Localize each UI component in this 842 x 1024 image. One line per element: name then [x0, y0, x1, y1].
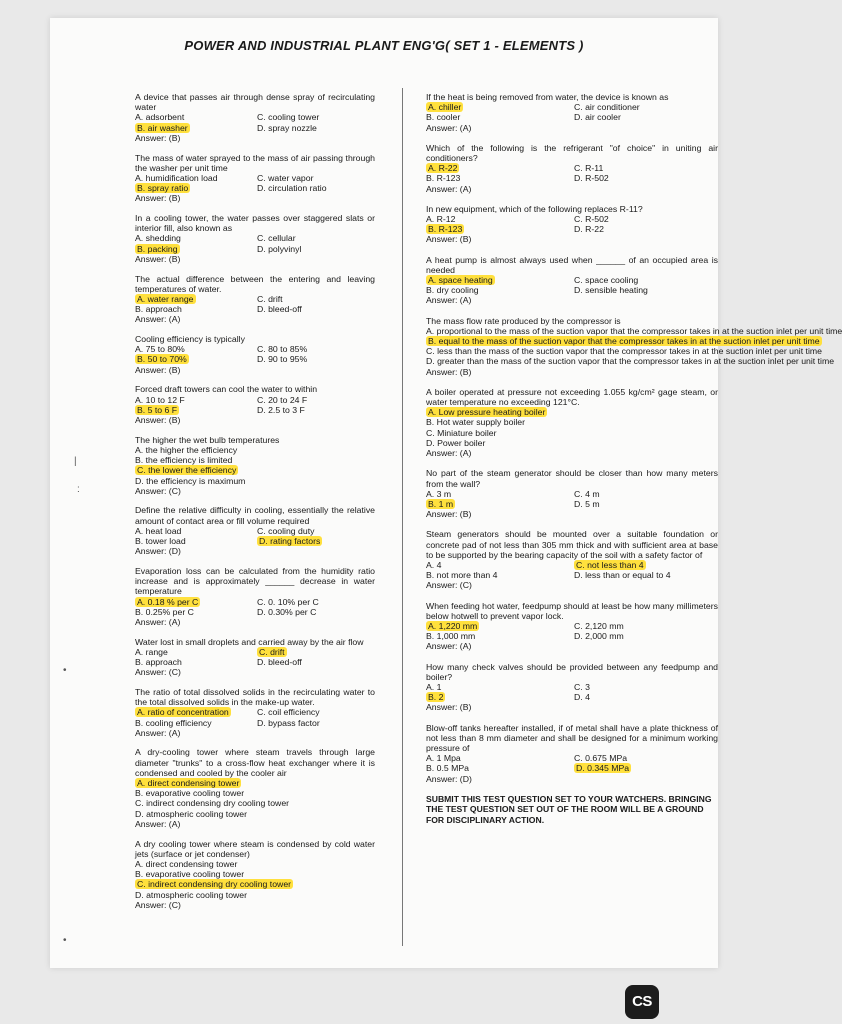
answer-option — [426, 570, 570, 580]
question-item — [135, 637, 375, 678]
answer-option — [426, 336, 842, 346]
highlighted-answer: D. rating factors — [259, 536, 321, 547]
option-text: D. polyvinyl — [257, 243, 302, 254]
answer-option — [135, 647, 253, 657]
answer-option — [135, 526, 253, 536]
option-text: C. space cooling — [574, 275, 639, 286]
option-text: A. R-12 — [426, 214, 456, 225]
option-text: A. range — [135, 646, 168, 657]
option-text: C. 0. 10% per C — [257, 596, 319, 607]
answer-options — [135, 445, 375, 486]
option-text: A. 75 to 80% — [135, 344, 185, 355]
question-stem: The higher the wet bulb temperatures — [135, 434, 280, 445]
scan-mark: • — [63, 665, 67, 676]
answer-option — [426, 275, 570, 285]
option-text: B. R-123 — [426, 173, 461, 184]
answer-option — [135, 445, 375, 455]
answer-option — [426, 631, 570, 641]
option-text: A. 3 m — [426, 488, 452, 499]
answer-option — [574, 560, 718, 570]
answer-option — [135, 476, 375, 486]
question-item — [135, 274, 375, 325]
answer-option — [135, 395, 253, 405]
option-text: D. 90 to 95% — [257, 354, 308, 365]
answer-option — [135, 244, 253, 254]
question-stem: In new equipment, which of the following replaces R-11? — [426, 203, 643, 214]
highlighted-answer: C. drift — [259, 646, 285, 657]
option-text: C. drift — [257, 293, 283, 304]
highlighted-answer: A. 0.18 % per C — [137, 596, 199, 607]
answer-option — [426, 499, 570, 509]
question-stem: Water lost in small droplets and carried away by the air flow — [135, 636, 364, 647]
option-text: D. 4 — [574, 692, 590, 703]
question-item — [426, 601, 718, 652]
question-stem: In a cooling tower, the water passes over staggered slats or interior fill, also known as — [135, 213, 375, 234]
answer-option — [426, 489, 570, 499]
answer-key: Answer: (D) — [135, 546, 181, 557]
answer-option — [426, 102, 570, 112]
answer-option — [257, 647, 375, 657]
option-text: B. cooling efficiency — [135, 717, 212, 728]
answer-option — [135, 798, 375, 808]
right-column — [426, 92, 842, 825]
answer-option — [135, 465, 375, 475]
answer-option — [574, 682, 718, 692]
question-stem: Cooling efficiency is typically — [135, 334, 245, 345]
answer-option — [574, 692, 718, 702]
answer-key: Answer: (A) — [426, 183, 472, 194]
highlighted-answer: B. packing — [137, 243, 178, 254]
answer-key: Answer: (B) — [135, 132, 181, 143]
question-item — [135, 384, 375, 425]
answer-key: Answer: (B) — [135, 414, 181, 425]
option-text: A. 10 to 12 F — [135, 394, 185, 405]
answer-key: Answer: (A) — [426, 641, 472, 652]
answer-option — [574, 489, 718, 499]
question-item — [135, 687, 375, 738]
answer-options — [426, 214, 718, 234]
highlighted-answer: B. 2 — [428, 692, 444, 703]
answer-options — [135, 395, 375, 415]
option-text: B. evaporative cooling tower — [135, 869, 245, 880]
answer-option — [257, 405, 375, 415]
answer-option — [574, 753, 718, 763]
answer-option — [135, 879, 375, 889]
answer-option — [426, 621, 570, 631]
option-text: D. greater than the mass of the suction vapor that the compressor takes in at the suction inlet per unit time — [426, 356, 835, 367]
answer-option — [574, 285, 718, 295]
option-text: C. R-11 — [574, 163, 604, 174]
answer-option — [257, 607, 375, 617]
option-text: D. the efficiency is maximum — [135, 475, 246, 486]
answer-option — [257, 112, 375, 122]
answer-option — [574, 275, 718, 285]
option-text: C. 20 to 24 F — [257, 394, 308, 405]
answer-option — [257, 173, 375, 183]
answer-option — [135, 536, 253, 546]
question-stem: How many check valves should be provided between any feedpump and boiler? — [426, 661, 718, 682]
highlighted-answer: B. air washer — [137, 122, 188, 133]
option-text: B. Hot water supply boiler — [426, 417, 525, 428]
option-text: D. 2.5 to 3 F — [257, 404, 305, 415]
option-text: C. coil efficiency — [257, 707, 320, 718]
answer-key: Answer: (A) — [135, 616, 181, 627]
question-stem: The actual difference between the entering and leaving temperatures of water. — [135, 273, 375, 294]
option-text: D. 5 m — [574, 498, 600, 509]
option-text: A. proportional to the mass of the suction vapor that the compressor takes in at the suction inlet per unit time — [426, 325, 842, 336]
option-text: A. humidification load — [135, 172, 218, 183]
answer-option — [135, 597, 253, 607]
option-text: B. dry cooling — [426, 285, 479, 296]
question-item — [426, 387, 718, 458]
option-text: B. evaporative cooling tower — [135, 788, 245, 799]
option-text: D. 2,000 mm — [574, 631, 624, 642]
question-stem: A heat pump is almost always used when ______ of an occupied area is needed — [426, 254, 718, 275]
answer-option — [135, 304, 253, 314]
option-text: D. atmospheric cooling tower — [135, 808, 248, 819]
scan-mark: : — [77, 484, 80, 495]
answer-key: Answer: (B) — [426, 509, 472, 520]
answer-option — [135, 788, 375, 798]
option-text: B. the efficiency is limited — [135, 455, 233, 466]
question-item — [135, 505, 375, 556]
highlighted-answer: C. indirect condensing dry cooling tower — [137, 879, 292, 890]
column-divider — [402, 88, 403, 946]
option-text: D. bleed-off — [257, 657, 302, 668]
option-text: D. R-502 — [574, 173, 609, 184]
answer-option — [574, 163, 718, 173]
answer-option — [257, 526, 375, 536]
scan-mark: | — [74, 456, 77, 467]
option-text: D. Power boiler — [426, 437, 486, 448]
option-text: A. heat load — [135, 525, 182, 536]
answer-options — [426, 325, 842, 367]
highlighted-answer: A. ratio of concentration — [137, 707, 229, 718]
question-stem: The mass flow rate produced by the compressor is — [426, 315, 621, 326]
answer-option — [257, 244, 375, 254]
question-stem: Forced draft towers can cool the water to within — [135, 384, 318, 395]
answer-option — [257, 395, 375, 405]
highlighted-answer: A. R-22 — [428, 163, 458, 174]
option-text: B. approach — [135, 304, 182, 315]
answer-key: Answer: (D) — [426, 773, 472, 784]
answer-option — [135, 455, 375, 465]
answer-option — [426, 346, 842, 356]
answer-key: Answer: (B) — [426, 702, 472, 713]
answer-key: Answer: (C) — [135, 899, 181, 910]
answer-option — [426, 692, 570, 702]
answer-key: Answer: (A) — [426, 448, 472, 459]
answer-key: Answer: (A) — [135, 314, 181, 325]
answer-key: Answer: (C) — [426, 580, 472, 591]
option-text: A. 1 — [426, 681, 442, 692]
left-column — [135, 92, 375, 920]
answer-option — [135, 123, 253, 133]
option-text: A. shedding — [135, 233, 181, 244]
exam-page — [50, 18, 842, 968]
option-text: D. circulation ratio — [257, 183, 327, 194]
answer-option — [135, 344, 253, 354]
question-item — [426, 315, 842, 377]
answer-option — [257, 657, 375, 667]
answer-options — [426, 753, 718, 773]
camscanner-logo: CS — [625, 985, 659, 1019]
answer-option — [135, 890, 375, 900]
answer-option — [426, 753, 570, 763]
question-item — [426, 143, 718, 194]
answer-option — [135, 233, 253, 243]
option-text: B. cooler — [426, 112, 461, 123]
option-text: C. Miniature boiler — [426, 427, 497, 438]
question-stem: Define the relative difficulty in cooling, essentially the relative amount of contact area or fill volume required — [135, 505, 375, 526]
answer-option — [574, 621, 718, 631]
question-stem: No part of the steam generator should be closer than how many meters from the wall? — [426, 468, 718, 489]
option-text: A. the higher the efficiency — [135, 444, 238, 455]
answer-option — [426, 560, 570, 570]
highlighted-answer: B. R-123 — [428, 224, 463, 235]
answer-option — [257, 304, 375, 314]
answer-key: Answer: (B) — [135, 193, 181, 204]
answer-options — [135, 647, 375, 667]
option-text: D. bypass factor — [257, 717, 320, 728]
answer-option — [426, 214, 570, 224]
highlighted-answer: A. space heating — [428, 275, 493, 286]
answer-option — [426, 763, 570, 773]
question-item — [135, 213, 375, 264]
option-text: A. 1 Mpa — [426, 753, 461, 764]
question-item — [426, 468, 718, 519]
answer-option — [257, 718, 375, 728]
answer-key: Answer: (A) — [135, 727, 181, 738]
answer-options — [135, 707, 375, 727]
page-title: POWER AND INDUSTRIAL PLANT ENG'G( SET 1 - ELEMENTS ) — [184, 38, 584, 53]
question-item — [426, 92, 718, 133]
answer-option — [135, 294, 253, 304]
question-stem: The mass of water sprayed to the mass of air passing through the washer per unit time — [135, 152, 375, 173]
question-item — [426, 255, 718, 306]
option-text: C. 4 m — [574, 488, 600, 499]
highlighted-answer: A. water range — [137, 293, 194, 304]
question-stem: A boiler operated at pressure not exceeding 1.055 kg/cm² gage steam, or water temperature no exceeding 121°C. — [426, 386, 718, 408]
answer-option — [135, 607, 253, 617]
option-text: C. 80 to 85% — [257, 344, 308, 355]
highlighted-answer: C. not less than 4 — [576, 559, 644, 570]
highlighted-answer: A. chiller — [428, 102, 462, 113]
question-item — [426, 723, 718, 784]
answer-key: Answer: (A) — [135, 818, 181, 829]
answer-options — [135, 294, 375, 314]
highlighted-answer: B. equal to the mass of the suction vapor that the compressor takes in at the suction inlet per unit time — [428, 336, 820, 347]
question-item — [135, 334, 375, 375]
highlighted-answer: A. direct condensing tower — [137, 778, 240, 789]
option-text: D. bleed-off — [257, 304, 302, 315]
highlighted-answer: A. Low pressure heating boiler — [428, 407, 546, 418]
option-text: D. spray nozzle — [257, 122, 317, 133]
question-stem: Evaporation loss can be calculated from the humidity ratio increase and is approximately ______ decrease in water temperature — [135, 565, 375, 597]
option-text: D. atmospheric cooling tower — [135, 889, 248, 900]
question-item — [135, 92, 375, 143]
answer-option — [135, 112, 253, 122]
option-text: A. direct condensing tower — [135, 859, 238, 869]
answer-options — [426, 682, 718, 702]
answer-options — [426, 407, 718, 448]
answer-options — [135, 859, 375, 900]
answer-key: Answer: (B) — [135, 253, 181, 264]
answer-option — [574, 763, 718, 773]
answer-option — [257, 294, 375, 304]
scan-mark: • — [63, 935, 67, 946]
option-text: D. sensible heating — [574, 285, 648, 296]
option-text: C. indirect condensing dry cooling tower — [135, 798, 290, 809]
answer-option — [135, 354, 253, 364]
highlighted-answer: A. 1,220 mm — [428, 620, 478, 631]
answer-options — [135, 112, 375, 132]
highlighted-answer: B. 1 m — [428, 498, 454, 509]
option-text: B. 0.5 MPa — [426, 763, 469, 774]
option-text: C. air conditioner — [574, 102, 640, 113]
answer-option — [574, 112, 718, 122]
answer-option — [426, 163, 570, 173]
answer-option — [257, 233, 375, 243]
question-item — [135, 839, 375, 910]
question-stem: Which of the following is the refrigerant "of choice" in uniting air conditioners? — [426, 142, 718, 164]
answer-options — [135, 173, 375, 193]
answer-option — [574, 224, 718, 234]
question-stem: A device that passes air through dense spray of recirculating water — [135, 92, 375, 113]
answer-key: Answer: (C) — [135, 667, 181, 678]
answer-options — [135, 597, 375, 617]
answer-options — [135, 526, 375, 546]
answer-option — [135, 859, 375, 869]
answer-option — [574, 499, 718, 509]
option-text: C. R-502 — [574, 214, 609, 225]
highlighted-answer: B. 5 to 6 F — [137, 404, 178, 415]
answer-key: Answer: (A) — [426, 295, 472, 306]
question-item — [135, 153, 375, 204]
answer-option — [426, 438, 718, 448]
question-item — [426, 529, 718, 590]
answer-options — [426, 560, 718, 580]
answer-option — [257, 536, 375, 546]
answer-option — [574, 214, 718, 224]
answer-option — [426, 285, 570, 295]
answer-option — [135, 778, 375, 788]
option-text: C. cooling tower — [257, 112, 320, 123]
question-stem: A dry-cooling tower where steam travels through large diameter "trunks" to a cross-flow heat exchanger where it is condensed and cooled by the cooler air — [135, 747, 375, 778]
option-text: C. 0.675 MPa — [574, 753, 628, 764]
answer-option — [257, 354, 375, 364]
answer-options — [426, 102, 718, 122]
question-stem: If the heat is being removed from water, the device is known as — [426, 92, 669, 102]
answer-option — [135, 405, 253, 415]
answer-option — [257, 183, 375, 193]
question-item — [426, 662, 718, 713]
answer-option — [257, 344, 375, 354]
option-text: A. 4 — [426, 559, 442, 570]
option-text: C. cellular — [257, 233, 296, 244]
answer-option — [426, 428, 718, 438]
option-text: C. 3 — [574, 681, 590, 692]
answer-option — [426, 173, 570, 183]
question-stem: Blow-off tanks hereafter installed, if of metal shall have a plate thickness of not less than 8 mm diameter and shall be designed for a minimum working pressure of — [426, 722, 718, 753]
option-text: D. R-22 — [574, 224, 604, 235]
answer-key: Answer: (B) — [426, 234, 472, 245]
option-text: D. 0.30% per C — [257, 606, 317, 617]
answer-option — [574, 631, 718, 641]
question-stem: The ratio of total dissolved solids in the recirculating water to the total dissolved solids in the make-up water. — [135, 686, 375, 708]
option-text: D. air cooler — [574, 112, 621, 123]
option-text: D. less than or equal to 4 — [574, 570, 671, 581]
question-item — [135, 566, 375, 627]
question-stem: Steam generators should be mounted over a suitable foundation or concrete pad of not less than 305 mm thick and with sufficient area at base to be supported by the bearing capacity of the soil with a safety factor of — [426, 529, 718, 560]
answer-option — [135, 869, 375, 879]
answer-option — [135, 657, 253, 667]
answer-option — [426, 112, 570, 122]
answer-option — [574, 173, 718, 183]
option-text: B. approach — [135, 657, 182, 668]
answer-option — [426, 417, 718, 427]
answer-options — [135, 778, 375, 819]
answer-options — [426, 489, 718, 509]
answer-option — [574, 102, 718, 112]
option-text: B. tower load — [135, 536, 186, 547]
option-text: B. not more than 4 — [426, 570, 498, 581]
option-text: C. 2,120 mm — [574, 620, 624, 631]
answer-option — [135, 173, 253, 183]
option-text: C. less than the mass of the suction vapor that the compressor takes in at the suction inlet per unit time — [426, 346, 822, 357]
answer-option — [135, 809, 375, 819]
answer-options — [426, 621, 718, 641]
answer-option — [135, 718, 253, 728]
highlighted-answer: C. the lower the efficiency — [137, 465, 237, 476]
answer-option — [426, 407, 718, 417]
highlighted-answer: B. 50 to 70% — [137, 354, 187, 365]
question-stem: A dry cooling tower where steam is condensed by cold water jets (surface or jet condenser) — [135, 838, 375, 859]
option-text: C. water vapor — [257, 172, 314, 183]
answer-option — [426, 224, 570, 234]
answer-options — [426, 275, 718, 295]
answer-option — [257, 597, 375, 607]
answer-key: Answer: (B) — [135, 364, 181, 375]
question-item — [135, 435, 375, 496]
option-text: C. cooling duty — [257, 525, 315, 536]
answer-option — [135, 183, 253, 193]
answer-options — [135, 344, 375, 364]
answer-option — [257, 123, 375, 133]
answer-key: Answer: (B) — [426, 366, 472, 377]
answer-key: Answer: (C) — [135, 485, 181, 496]
answer-option — [426, 356, 842, 366]
question-stem: When feeding hot water, feedpump should at least be how many millimeters below hotwell to prevent vapor lock. — [426, 600, 718, 621]
question-item — [135, 747, 375, 829]
answer-option — [426, 682, 570, 692]
option-text: B. 0.25% per C — [135, 606, 194, 617]
answer-option — [574, 570, 718, 580]
answer-options — [426, 163, 718, 183]
answer-option — [257, 707, 375, 717]
highlighted-answer: D. 0.345 MPa — [576, 763, 630, 774]
answer-option — [135, 707, 253, 717]
answer-options — [135, 233, 375, 253]
answer-option — [426, 326, 842, 336]
question-item — [426, 204, 718, 245]
highlighted-answer: B. spray ratio — [137, 183, 189, 194]
notice-text: SUBMIT THIS TEST QUESTION SET TO YOUR WATCHERS. BRINGING THE TEST QUESTION SET OUT OF THE ROOM WILL BE A GROUND FOR DISCIPLINARY ACTION. — [426, 793, 712, 825]
option-text: B. 1,000 mm — [426, 631, 476, 642]
answer-key: Answer: (A) — [426, 122, 472, 133]
option-text: A. adsorbent — [135, 112, 185, 123]
